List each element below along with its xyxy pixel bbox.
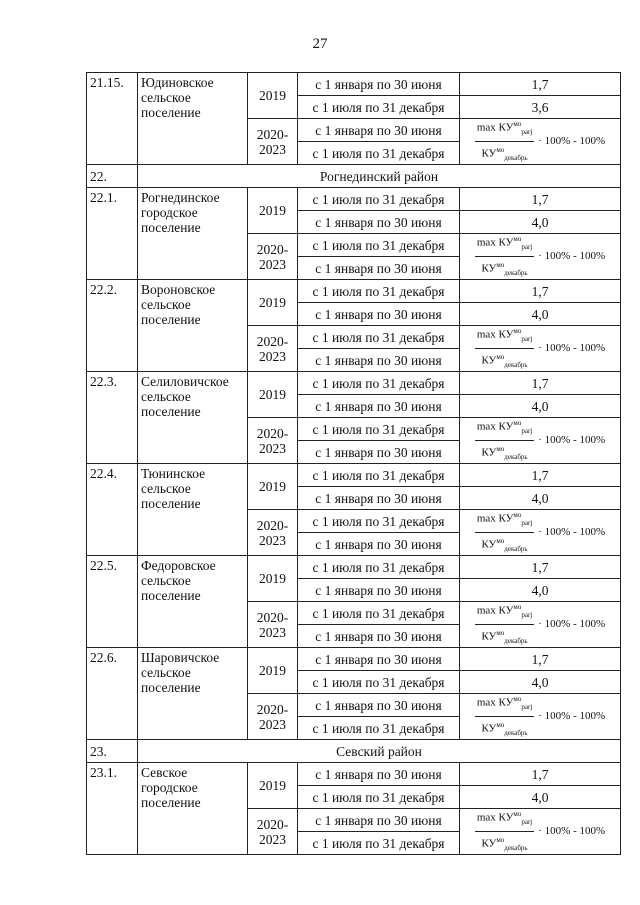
index-value: 4,0 — [460, 786, 621, 809]
row-number: 22.3. — [87, 372, 138, 464]
growth-formula — [463, 695, 617, 739]
period: с 1 января по 30 июня — [298, 349, 460, 372]
period: с 1 июля по 31 декабря — [298, 671, 460, 694]
formula-denominator — [479, 142, 529, 166]
formula-tail: · 100% - 100% — [538, 710, 606, 722]
formula-ku: КУ — [498, 121, 514, 134]
settlement-row — [87, 372, 621, 395]
formula-ku: КУ — [481, 262, 497, 275]
formula-max: max — [476, 121, 496, 134]
formula-sub: parj — [521, 519, 533, 527]
settlement-name-line: поселение — [141, 312, 201, 327]
year-line: 2023 — [259, 831, 286, 847]
index-value: 1,7 — [460, 556, 621, 579]
formula-ku: КУ — [498, 328, 514, 341]
formula-numerator — [475, 117, 534, 142]
formula-sub: декабрь — [504, 843, 528, 852]
formula-max: max — [476, 236, 496, 249]
period: с 1 января по 30 июня — [298, 303, 460, 326]
formula-ku: КУ — [481, 147, 497, 160]
settlement-name — [138, 648, 248, 740]
year-2019: 2019 — [248, 648, 298, 694]
year-2019: 2019 — [248, 556, 298, 602]
formula-ku: КУ — [498, 512, 514, 525]
formula-sub: parj — [521, 611, 533, 619]
formula-tail-text: 100% - 100% — [544, 250, 606, 262]
settlement-name-line: Севское — [141, 765, 188, 780]
settlement-name-line: сельское — [141, 665, 191, 680]
formula-ku: КУ — [481, 446, 497, 459]
formula-sub: декабрь — [504, 452, 528, 461]
formula-numerator — [475, 692, 534, 717]
formula-sup: мо — [496, 353, 505, 361]
formula-sup: мо — [496, 836, 505, 844]
index-value: 1,7 — [460, 188, 621, 211]
index-value: 4,0 — [460, 579, 621, 602]
settlement-name-line: сельское — [141, 389, 191, 404]
index-value: 4,0 — [460, 671, 621, 694]
formula-fraction — [475, 807, 534, 856]
formula-sup: мо — [513, 120, 522, 129]
formula-tail-text: 100% - 100% — [544, 434, 606, 446]
row-number: 21.15. — [87, 73, 138, 165]
formula-cell — [460, 326, 621, 372]
formula-sub: декабрь — [504, 728, 528, 737]
formula-tail: · 100% - 100% — [538, 250, 606, 262]
formula-denominator — [479, 625, 529, 649]
index-value: 1,7 — [460, 372, 621, 395]
period: с 1 января по 30 июня — [298, 694, 460, 717]
growth-formula — [463, 810, 617, 854]
formula-denominator — [479, 441, 529, 465]
period: с 1 января по 30 июня — [298, 73, 460, 96]
tariff-table — [86, 72, 621, 855]
period: с 1 июля по 31 декабря — [298, 372, 460, 395]
year-line: 2023 — [259, 440, 286, 456]
formula-sub: декабрь — [504, 636, 528, 645]
formula-fraction — [475, 508, 534, 557]
formula-sup: мо — [513, 419, 522, 428]
formula-ku: КУ — [481, 837, 497, 850]
period: с 1 июля по 31 декабря — [298, 510, 460, 533]
year-2019: 2019 — [248, 763, 298, 809]
settlement-row — [87, 280, 621, 303]
formula-tail: · 100% - 100% — [538, 342, 606, 354]
row-number: 23. — [87, 740, 138, 763]
formula-sub: parj — [521, 128, 533, 136]
formula-ku: КУ — [498, 811, 514, 824]
year-2019: 2019 — [248, 280, 298, 326]
period: с 1 июля по 31 декабря — [298, 280, 460, 303]
formula-fraction — [475, 324, 534, 373]
year-2020-2023 — [248, 326, 298, 372]
settlement-name-line: сельское — [141, 481, 191, 496]
formula-denominator — [479, 832, 529, 856]
year-line: 2023 — [259, 624, 286, 640]
growth-formula — [463, 419, 617, 463]
index-value: 1,7 — [460, 763, 621, 786]
settlement-name-line: сельское — [141, 573, 191, 588]
formula-fraction — [475, 416, 534, 465]
period: с 1 июля по 31 декабря — [298, 96, 460, 119]
year-2019: 2019 — [248, 188, 298, 234]
growth-formula — [463, 603, 617, 647]
year-line: 2020- — [256, 333, 289, 349]
formula-tail-text: 100% - 100% — [544, 135, 606, 147]
index-value: 1,7 — [460, 648, 621, 671]
formula-fraction — [475, 600, 534, 649]
period: с 1 июля по 31 декабря — [298, 832, 460, 855]
year-line: 2023 — [259, 348, 286, 364]
period: с 1 июля по 31 декабря — [298, 556, 460, 579]
settlement-name — [138, 280, 248, 372]
year-2020-2023 — [248, 234, 298, 280]
settlement-name-line: Рогнединское — [141, 190, 220, 205]
index-value: 3,6 — [460, 96, 621, 119]
formula-numerator — [475, 807, 534, 832]
formula-tail-text: 100% - 100% — [544, 342, 606, 354]
formula-sup: мо — [496, 146, 505, 154]
formula-sup: мо — [496, 721, 505, 729]
formula-cell — [460, 418, 621, 464]
year-2020-2023 — [248, 119, 298, 165]
settlement-name-line: сельское — [141, 90, 191, 105]
formula-sup: мо — [513, 603, 522, 612]
year-line: 2020- — [256, 701, 289, 717]
formula-cell — [460, 119, 621, 165]
period: с 1 января по 30 июня — [298, 648, 460, 671]
settlement-name — [138, 556, 248, 648]
settlement-name-line: поселение — [141, 404, 201, 419]
period: с 1 января по 30 июня — [298, 763, 460, 786]
row-number: 23.1. — [87, 763, 138, 855]
period: с 1 января по 30 июня — [298, 579, 460, 602]
row-number: 22. — [87, 165, 138, 188]
formula-ku: КУ — [498, 604, 514, 617]
formula-cell — [460, 809, 621, 855]
settlement-name — [138, 763, 248, 855]
formula-ku: КУ — [481, 354, 497, 367]
formula-sup: мо — [513, 695, 522, 704]
settlement-name-line: Вороновское — [141, 282, 216, 297]
formula-sup: мо — [513, 511, 522, 520]
period: с 1 июля по 31 декабря — [298, 142, 460, 165]
formula-fraction — [475, 117, 534, 166]
growth-formula — [463, 511, 617, 555]
formula-sub: parj — [521, 427, 533, 435]
formula-numerator — [475, 416, 534, 441]
period: с 1 июля по 31 декабря — [298, 234, 460, 257]
formula-ku: КУ — [498, 236, 514, 249]
formula-tail: · 100% - 100% — [538, 526, 606, 538]
year-2020-2023 — [248, 694, 298, 740]
period: с 1 января по 30 июня — [298, 395, 460, 418]
year-2020-2023 — [248, 602, 298, 648]
period: с 1 января по 30 июня — [298, 257, 460, 280]
formula-tail: · 100% - 100% — [538, 618, 606, 630]
index-value: 1,7 — [460, 73, 621, 96]
row-number: 22.2. — [87, 280, 138, 372]
formula-tail-text: 100% - 100% — [544, 825, 606, 837]
row-number: 22.6. — [87, 648, 138, 740]
settlement-name — [138, 188, 248, 280]
year-line: 2023 — [259, 716, 286, 732]
settlement-name — [138, 372, 248, 464]
year-line: 2020- — [256, 425, 289, 441]
period: с 1 января по 30 июня — [298, 211, 460, 234]
index-value: 4,0 — [460, 211, 621, 234]
formula-cell — [460, 234, 621, 280]
region-row — [87, 165, 621, 188]
formula-tail: · 100% - 100% — [538, 434, 606, 446]
year-line: 2020- — [256, 609, 289, 625]
formula-cell — [460, 602, 621, 648]
period: с 1 июля по 31 декабря — [298, 188, 460, 211]
growth-formula — [463, 120, 617, 164]
settlement-row — [87, 556, 621, 579]
formula-cell — [460, 694, 621, 740]
formula-sup: мо — [513, 235, 522, 244]
index-value: 4,0 — [460, 487, 621, 510]
year-line: 2020- — [256, 241, 289, 257]
formula-sup: мо — [513, 327, 522, 336]
period: с 1 июля по 31 декабря — [298, 418, 460, 441]
settlement-name-line: городское — [141, 780, 198, 795]
formula-max: max — [476, 811, 496, 824]
formula-tail-text: 100% - 100% — [544, 710, 606, 722]
formula-sup: мо — [496, 537, 505, 545]
index-value: 4,0 — [460, 395, 621, 418]
settlement-name-line: поселение — [141, 588, 201, 603]
formula-numerator — [475, 232, 534, 257]
formula-max: max — [476, 328, 496, 341]
period: с 1 января по 30 июня — [298, 625, 460, 648]
formula-denominator — [479, 533, 529, 557]
year-line: 2020- — [256, 517, 289, 533]
formula-denominator — [479, 349, 529, 373]
formula-max: max — [476, 696, 496, 709]
settlement-name-line: Селиловичское — [141, 374, 229, 389]
settlement-name-line: поселение — [141, 105, 201, 120]
formula-sub: декабрь — [504, 153, 528, 162]
settlement-row — [87, 763, 621, 786]
settlement-name-line: Юдиновское — [141, 75, 214, 90]
index-value: 1,7 — [460, 464, 621, 487]
settlement-name-line: городское — [141, 205, 198, 220]
year-line: 2020- — [256, 816, 289, 832]
growth-formula — [463, 235, 617, 279]
period: с 1 июля по 31 декабря — [298, 326, 460, 349]
year-2019: 2019 — [248, 372, 298, 418]
formula-sub: parj — [521, 243, 533, 251]
settlement-name-line: поселение — [141, 496, 201, 511]
formula-ku: КУ — [498, 420, 514, 433]
formula-cell — [460, 510, 621, 556]
formula-sub: декабрь — [504, 544, 528, 553]
settlement-row — [87, 464, 621, 487]
formula-ku: КУ — [498, 696, 514, 709]
formula-tail: · 100% - 100% — [538, 825, 606, 837]
year-line: 2020- — [256, 126, 289, 142]
settlement-name-line: поселение — [141, 680, 201, 695]
formula-tail-text: 100% - 100% — [544, 618, 606, 630]
formula-denominator — [479, 257, 529, 281]
formula-sub: parj — [521, 818, 533, 826]
settlement-name — [138, 464, 248, 556]
period: с 1 июля по 31 декабря — [298, 717, 460, 740]
period: с 1 июля по 31 декабря — [298, 786, 460, 809]
settlement-name-line: поселение — [141, 795, 201, 810]
settlement-name-line: Шаровичское — [141, 650, 220, 665]
formula-sup: мо — [513, 810, 522, 819]
region-name: Севский район — [138, 740, 621, 763]
period: с 1 июля по 31 декабря — [298, 602, 460, 625]
formula-numerator — [475, 508, 534, 533]
row-number: 22.1. — [87, 188, 138, 280]
formula-tail-text: 100% - 100% — [544, 526, 606, 538]
year-line: 2023 — [259, 256, 286, 272]
formula-tail: · 100% - 100% — [538, 135, 606, 147]
formula-sup: мо — [496, 445, 505, 453]
row-number: 22.4. — [87, 464, 138, 556]
formula-sub: parj — [521, 335, 533, 343]
formula-sup: мо — [496, 629, 505, 637]
page-number: 27 — [312, 36, 328, 52]
formula-sub: parj — [521, 703, 533, 711]
period: с 1 января по 30 июня — [298, 441, 460, 464]
formula-fraction — [475, 232, 534, 281]
formula-sub: декабрь — [504, 268, 528, 277]
period: с 1 января по 30 июня — [298, 487, 460, 510]
year-2019: 2019 — [248, 73, 298, 119]
formula-max: max — [476, 604, 496, 617]
growth-formula — [463, 327, 617, 371]
settlement-name-line: сельское — [141, 297, 191, 312]
formula-sub: декабрь — [504, 360, 528, 369]
index-value: 1,7 — [460, 280, 621, 303]
formula-max: max — [476, 512, 496, 525]
formula-fraction — [475, 692, 534, 741]
period: с 1 января по 30 июня — [298, 533, 460, 556]
settlement-row — [87, 648, 621, 671]
year-2020-2023 — [248, 510, 298, 556]
year-line: 2023 — [259, 141, 286, 157]
region-name: Рогнединский район — [138, 165, 621, 188]
formula-numerator — [475, 600, 534, 625]
settlement-name-line: Федоровское — [141, 558, 216, 573]
period: с 1 января по 30 июня — [298, 809, 460, 832]
row-number: 22.5. — [87, 556, 138, 648]
formula-numerator — [475, 324, 534, 349]
formula-sup: мо — [496, 261, 505, 269]
year-2020-2023 — [248, 809, 298, 855]
year-line: 2023 — [259, 532, 286, 548]
settlement-name-line: поселение — [141, 220, 201, 235]
index-value: 4,0 — [460, 303, 621, 326]
formula-ku: КУ — [481, 722, 497, 735]
settlement-name — [138, 73, 248, 165]
formula-denominator — [479, 717, 529, 741]
period: с 1 января по 30 июня — [298, 119, 460, 142]
formula-ku: КУ — [481, 630, 497, 643]
settlement-row — [87, 188, 621, 211]
period: с 1 июля по 31 декабря — [298, 464, 460, 487]
year-2019: 2019 — [248, 464, 298, 510]
formula-ku: КУ — [481, 538, 497, 551]
region-row — [87, 740, 621, 763]
formula-max: max — [476, 420, 496, 433]
year-2020-2023 — [248, 418, 298, 464]
settlement-name-line: Тюнинское — [141, 466, 206, 481]
settlement-row — [87, 73, 621, 96]
